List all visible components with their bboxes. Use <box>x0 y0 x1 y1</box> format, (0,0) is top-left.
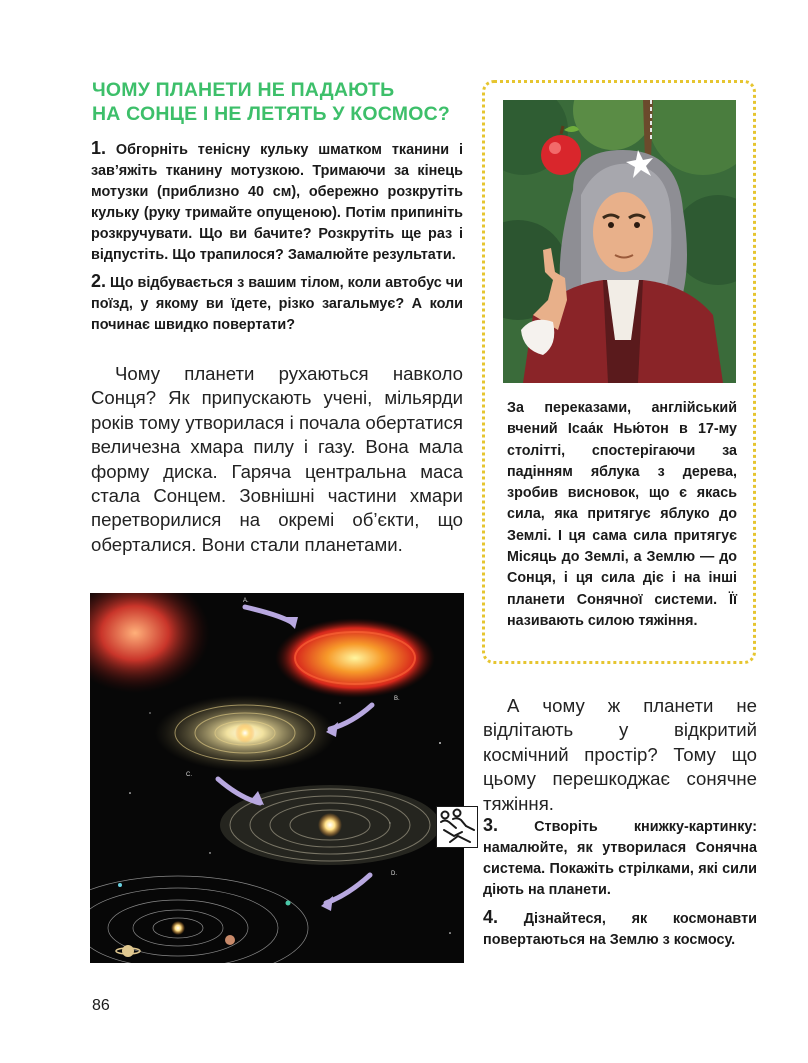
task-3 <box>483 815 757 901</box>
task-text: Обгорніть тенісну кульку шматком тканини і зав’яжіть тканину мотузкою. Тримаючи за кінець мотузки (приблизно 40 см), обережно розкрутіть кульку (руку тримайте опущеною). Потім припиніть розкручувати. Що ви бачите? Розкрутіть ще раз і відпустіть. Що трапилося? Замалюйте результати. <box>91 142 464 263</box>
gravity-term: силою тяжіння <box>587 612 694 629</box>
group-work-icon <box>436 806 478 848</box>
label-d: D. <box>391 871 397 877</box>
label-a: A. <box>243 598 249 604</box>
task-text: Що відбувається з вашим тілом, коли автобус чи поїзд, у якому ви їдете, різко загальмує? А коли починає швидко повертати? <box>91 275 463 333</box>
heading-line-1: ЧОМУ ПЛАНЕТИ НЕ ПАДАЮТЬ <box>92 79 395 101</box>
paragraph-text: Чому планети рухаються навколо Сонця? Як припускають учені, мільярди років тому утворилася і почала обертатися величезна хмара пилу і газу. Вона мала форму диска. Гаряча центральна маса стала Сонцем. Зовнішні частини хмари перетворилися на окремі об’єкти, що оберталися. Вони стали планетами. <box>91 363 463 555</box>
task-2 <box>91 271 463 336</box>
section-heading <box>92 78 472 126</box>
newton-illustration <box>503 100 736 383</box>
heading-line-2: НА СОНЦЕ І НЕ ЛЕТЯТЬ У КОСМОС? <box>92 103 450 125</box>
task-4 <box>483 907 757 951</box>
task-list-bottom <box>483 815 757 951</box>
label-b: B. <box>394 696 400 702</box>
paragraph-text: А чому ж планети не відлітають у відкритий космічний простір? Тому що цьому перешкоджає сонячне тяжіння. <box>483 695 757 814</box>
page-number: 86 <box>92 997 110 1014</box>
label-c: C. <box>186 772 192 778</box>
task-number: 1. <box>91 138 107 158</box>
task-number: 3. <box>483 815 499 835</box>
task-list-top <box>91 138 463 336</box>
solar-system-formation-diagram <box>90 593 464 963</box>
right-paragraph <box>483 694 757 816</box>
task-text: Створіть книжку-картинку: намалюйте, як утворилася Сонячна система. Покажіть стрілками, які сили діють на планети. <box>483 819 757 898</box>
task-number: 2. <box>91 271 107 291</box>
caption-text: За переказами, англійський вчений Ісаа́к Нью́тон в 17-му столітті, спостерігаючи за падінням яблука з дерева, зробив висновок, що є якась сила, яка притягує яблуко до Землі. І ця сама сила притягує Місяць до Землі, а Землю — до Сонця, і ця сила діє і на інші планети Сонячної системи. Її називають <box>507 400 737 629</box>
task-text: Дізнайтеся, як космонавти повертаються на Землю з космосу. <box>483 911 757 948</box>
caption-end: . <box>693 612 698 629</box>
sidebar-caption <box>507 398 737 632</box>
task-number: 4. <box>483 907 499 927</box>
main-paragraph <box>91 362 463 557</box>
task-1 <box>91 138 463 266</box>
